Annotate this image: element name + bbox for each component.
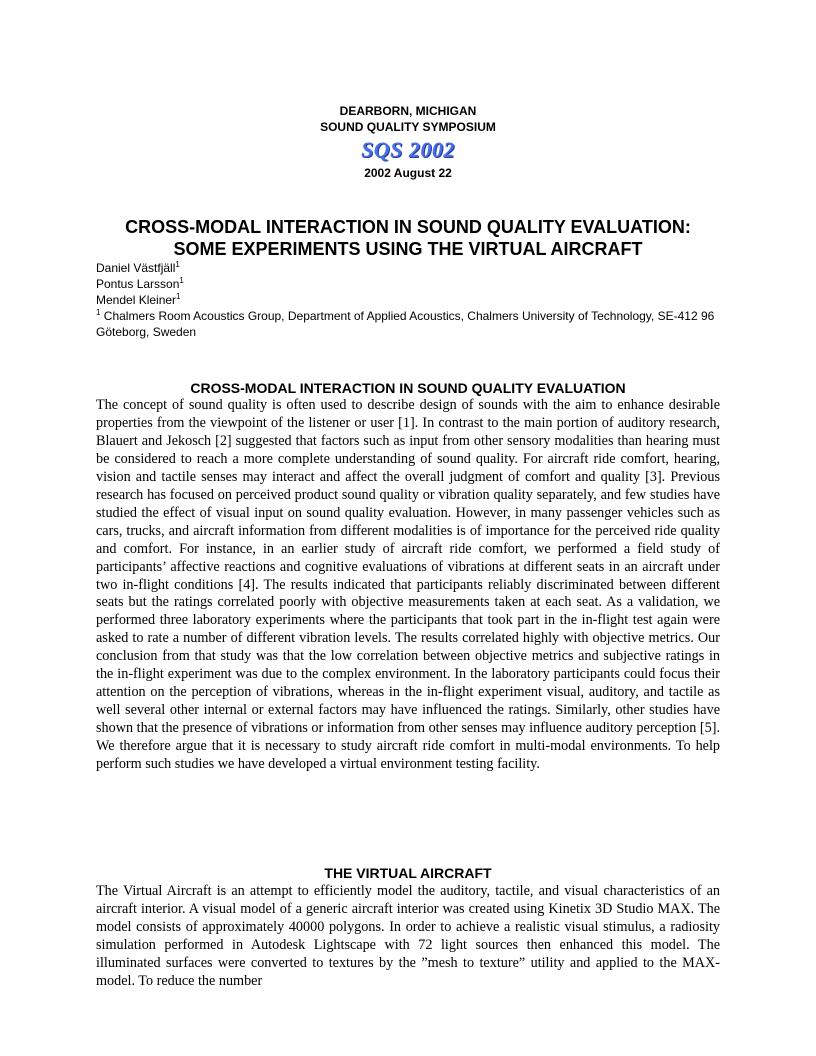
conference-date: 2002 August 22 xyxy=(364,166,452,180)
author-list xyxy=(96,260,716,340)
section-heading-cross-modal: CROSS-MODAL INTERACTION IN SOUND QUALITY EVALUATION xyxy=(190,380,626,396)
author: Daniel Västfjäll$^1$ xyxy=(96,260,180,275)
author: Mendel Kleiner$^1$ xyxy=(96,292,181,307)
sqs-logo: SQS 2002 xyxy=(361,137,455,162)
paper-title-line-1: CROSS-MODAL INTERACTION IN SOUND QUALITY EVALUATION: xyxy=(125,217,691,237)
paper-title-line-2: SOME EXPERIMENTS USING THE VIRTUAL AIRCRAFT xyxy=(173,239,643,259)
author: Pontus Larsson$^1$ xyxy=(96,276,184,291)
section-heading-virtual-aircraft: THE VIRTUAL AIRCRAFT xyxy=(324,865,492,881)
conference-location: DEARBORN, MICHIGAN xyxy=(339,104,477,118)
conference-name: SOUND QUALITY SYMPOSIUM xyxy=(320,120,496,134)
section-body-cross-modal: The concept of sound quality is often used to describe design of sounds with the aim to enhance desirable properties from the viewpoint of the listener or user [1]. In contrast to the main portion of auditory research, Blauert and Jekosch [2] suggested that factors such as input from other sensory modalities than hearing must be considered to reach a more complete understanding of sound quality. For aircraft ride comfort, hearing, vision and tactile senses may interact and affect the overall judgment of comfort and quality [3]. Previous research has focused on perceived product sound quality or vibration quality separately, and few studies have studied the effect of visual input on sound quality evaluation. However, in many passenger vehicles such as cars, trucks, and aircraft information from different modalities is of importance for the perceived ride quality and comfort. For instance, in an earlier study of aircraft ride comfort, we performed a field study of participants’ affective reactions and cognitive evaluations of vibrations at different seats in an aircraft under two in-flight conditions [4]. The results indicated that participants reliably discriminated between different seats but the ratings correlated poorly with objective measurements taken at each seat. As a validation, we performed three laboratory experiments where the participants that took part in the in-flight test again were asked to rate a number of different vibration levels. The results correlated highly with objective metrics. Our conclusion from that study was that the low correlation between objective metrics and subjective ratings in the in-flight experiment was due to the complex environment. In the laboratory participants could focus their attention on the perception of vibrations, whereas in the in-flight experiment visual, auditory, and tactile as well several other internal or external factors may have influenced the ratings. Similarly, other studies have shown that the presence of vibrations or information from other senses may influence auditory perception [5]. We therefore argue that it is necessary to study aircraft ride comfort in multi-modal environments. To help perform such studies we have developed a virtual environment testing facility. xyxy=(96,397,720,773)
section-body-virtual-aircraft: The Virtual Aircraft is an attempt to efficiently model the auditory, tactile, and visual characteristics of an aircraft interior. A visual model of a generic aircraft interior was created using Kinetix 3D Studio MAX. The model consists of approximately 40000 polygons. In order to achieve a realistic visual stimulus, a radiosity simulation performed in Autodesk Lightscape with 72 light sources then enhanced this model. The illuminated surfaces were converted to textures by the ”mesh to texture” utility and applied to the MAX-model. To reduce the number xyxy=(96,883,720,989)
affiliation: $^1$ Chalmers Room Acoustics Group, Department of Applied Acoustics, Chalmers University of Technology, SE-412 96 Göteborg, Sweden xyxy=(96,308,715,339)
